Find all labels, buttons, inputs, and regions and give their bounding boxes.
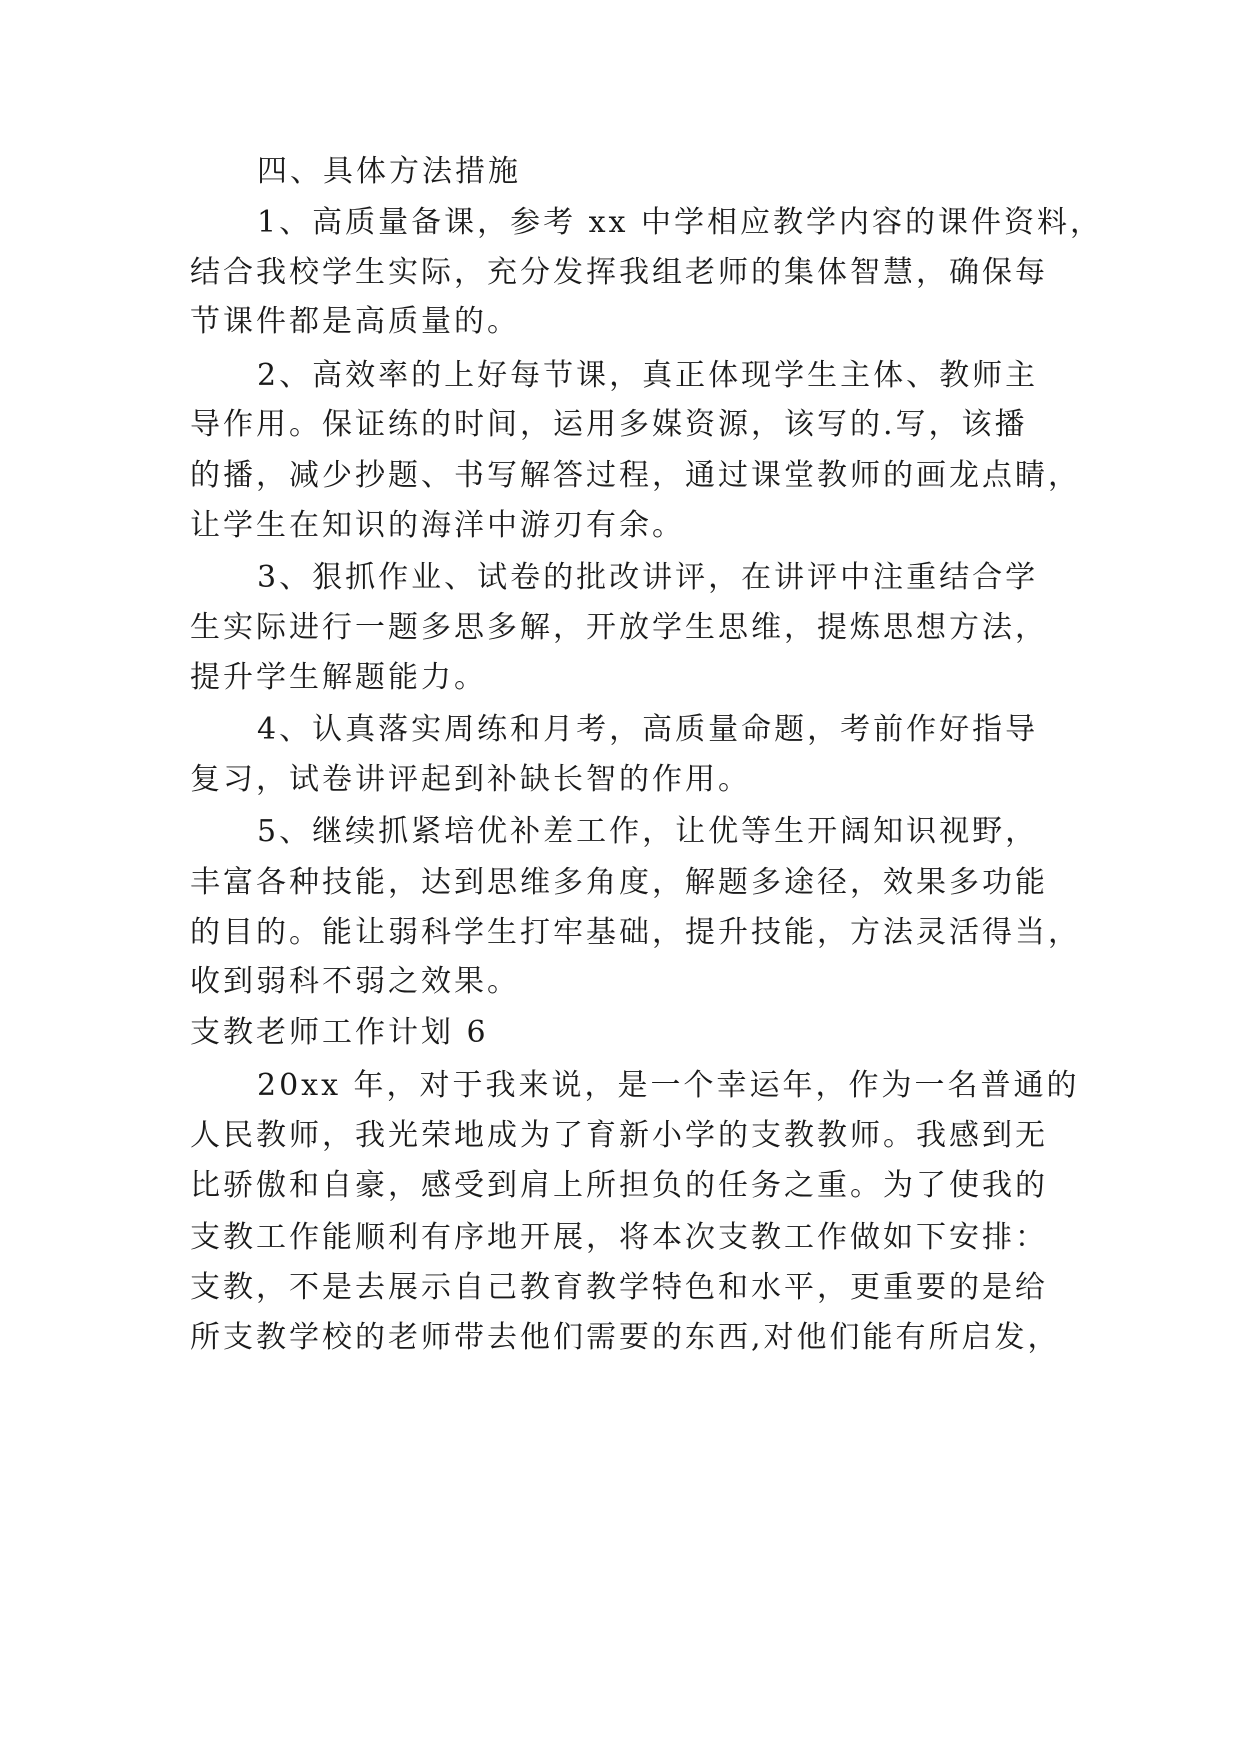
plan-paragraph-line-2: 人民教师，我光荣地成为了育新小学的支教教师。我感到无: [190, 1118, 1048, 1153]
item-2-line-2: 导作用。保证练的时间，运用多媒资源，该写的.写，该播: [190, 407, 1028, 442]
item-5-line-2: 丰富各种技能，达到思维多角度，解题多途径，效果多功能: [190, 865, 1048, 900]
plan-paragraph-line-6: 所支教学校的老师带去他们需要的东西,对他们能有所启发，: [190, 1320, 1061, 1355]
item-3-line-1: 3、狠抓作业、试卷的批改讲评，在讲评中注重结合学: [257, 560, 1039, 595]
item-3-line-3: 提升学生解题能力。: [190, 660, 487, 695]
item-1-line-3: 节课件都是高质量的。: [190, 304, 520, 339]
item-3-line-2: 生实际进行一题多思多解，开放学生思维，提炼思想方法，: [190, 610, 1048, 645]
item-2-line-4: 让学生在知识的海洋中游刃有余。: [190, 508, 685, 543]
item-5-line-4: 收到弱科不弱之效果。: [190, 964, 520, 999]
item-5-line-1: 5、继续抓紧培优补差工作，让优等生开阔知识视野，: [257, 814, 1039, 849]
item-2-line-1: 2、高效率的上好每节课，真正体现学生主体、教师主: [257, 358, 1039, 393]
item-4-line-1: 4、认真落实周练和月考，高质量命题，考前作好指导: [257, 712, 1039, 747]
plan-paragraph-line-5: 支教，不是去展示自己教育教学特色和水平，更重要的是给: [190, 1270, 1048, 1305]
item-1-line-1: 1、高质量备课，参考 xx 中学相应教学内容的课件资料，: [257, 205, 1103, 240]
item-2-line-3: 的播，减少抄题、书写解答过程，通过课堂教师的画龙点睛，: [190, 458, 1081, 493]
plan-paragraph-line-1: 20xx 年，对于我来说，是一个幸运年，作为一名普通的: [257, 1068, 1080, 1103]
plan-paragraph-line-3: 比骄傲和自豪，感受到肩上所担负的任务之重。为了使我的: [190, 1168, 1048, 1203]
section-heading: 四、具体方法措施: [257, 154, 521, 189]
plan-paragraph-line-4: 支教工作能顺利有序地开展，将本次支教工作做如下安排：: [190, 1220, 1048, 1255]
item-1-line-2: 结合我校学生实际，充分发挥我组老师的集体智慧，确保每: [190, 255, 1048, 290]
item-4-line-2: 复习，试卷讲评起到补缺长智的作用。: [190, 762, 751, 797]
plan-title: 支教老师工作计划 6: [190, 1015, 489, 1050]
item-5-line-3: 的目的。能让弱科学生打牢基础，提升技能，方法灵活得当，: [190, 915, 1081, 950]
